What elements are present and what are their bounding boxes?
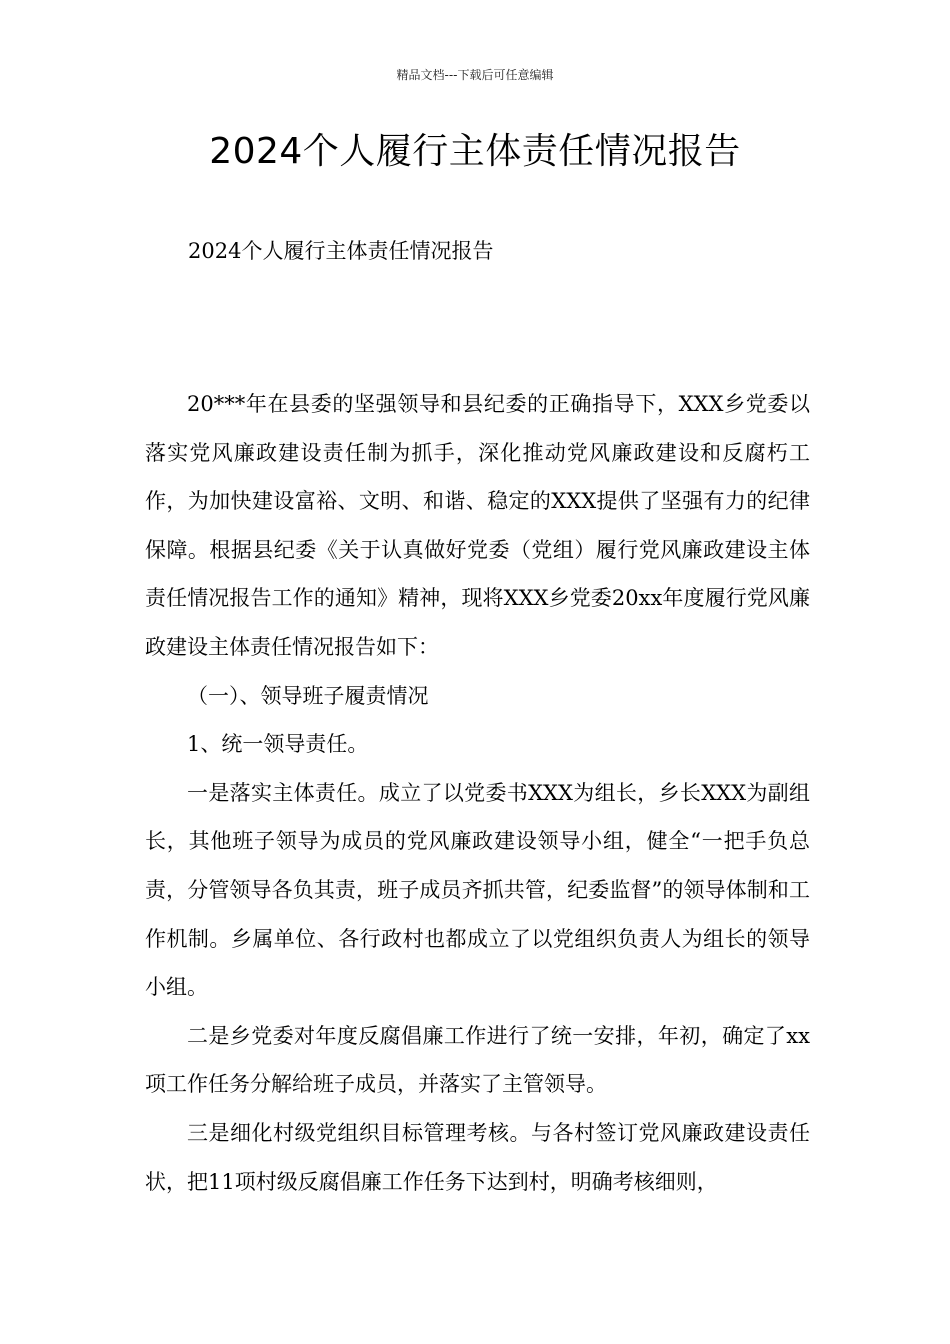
body-paragraph: 一是落实主体责任。成立了以党委书XXX为组长，乡长XXX为副组长，其他班子领导为成员的党风廉政建设领导小组，健全“一把手负总责，分管领导各负其责，班子成员齐抓共管，纪委监督”的领导体制和工作机制。乡属单位、各行政村也都成立了以党组织负责人为组长的领导小组。 (145, 780, 810, 1000)
intro-paragraph: 20***年在县委的坚强领导和县纪委的正确指导下，XXX乡党委以落实党风廉政建设责任制为抓手，深化推动党风廉政建设和反腐朽工作，为加快建设富裕、文明、和谐、稳定的XXX提供了坚强有力的纪律保障。根据县纪委《关于认真做好党委（党组）履行党风廉政建设主体责任情况报告工作的通知》精神，现将XXX乡党委20xx年度履行党风廉政建设主体责任情况报告如下： (145, 392, 810, 659)
body-paragraph: 三是细化村级党组织目标管理考核。与各村签订党风廉政建设责任状，把11项村级反腐倡廉工作任务下达到村，明确考核细则， (145, 1120, 810, 1194)
document-subtitle: 2024个人履行主体责任情况报告 (188, 239, 494, 263)
document-title: 2024个人履行主体责任情况报告 (209, 131, 741, 172)
header-note: 精品文档---下载后可任意编辑 (396, 68, 554, 82)
document-body (145, 380, 810, 1206)
subsection-heading: 1、统一领导责任。 (187, 732, 369, 757)
body-paragraph: 二是乡党委对年度反腐倡廉工作进行了统一安排，年初，确定了xx项工作任务分解给班子成员，并落实了主管领导。 (145, 1023, 810, 1097)
section-heading: （一）、领导班子履责情况 (187, 683, 429, 708)
